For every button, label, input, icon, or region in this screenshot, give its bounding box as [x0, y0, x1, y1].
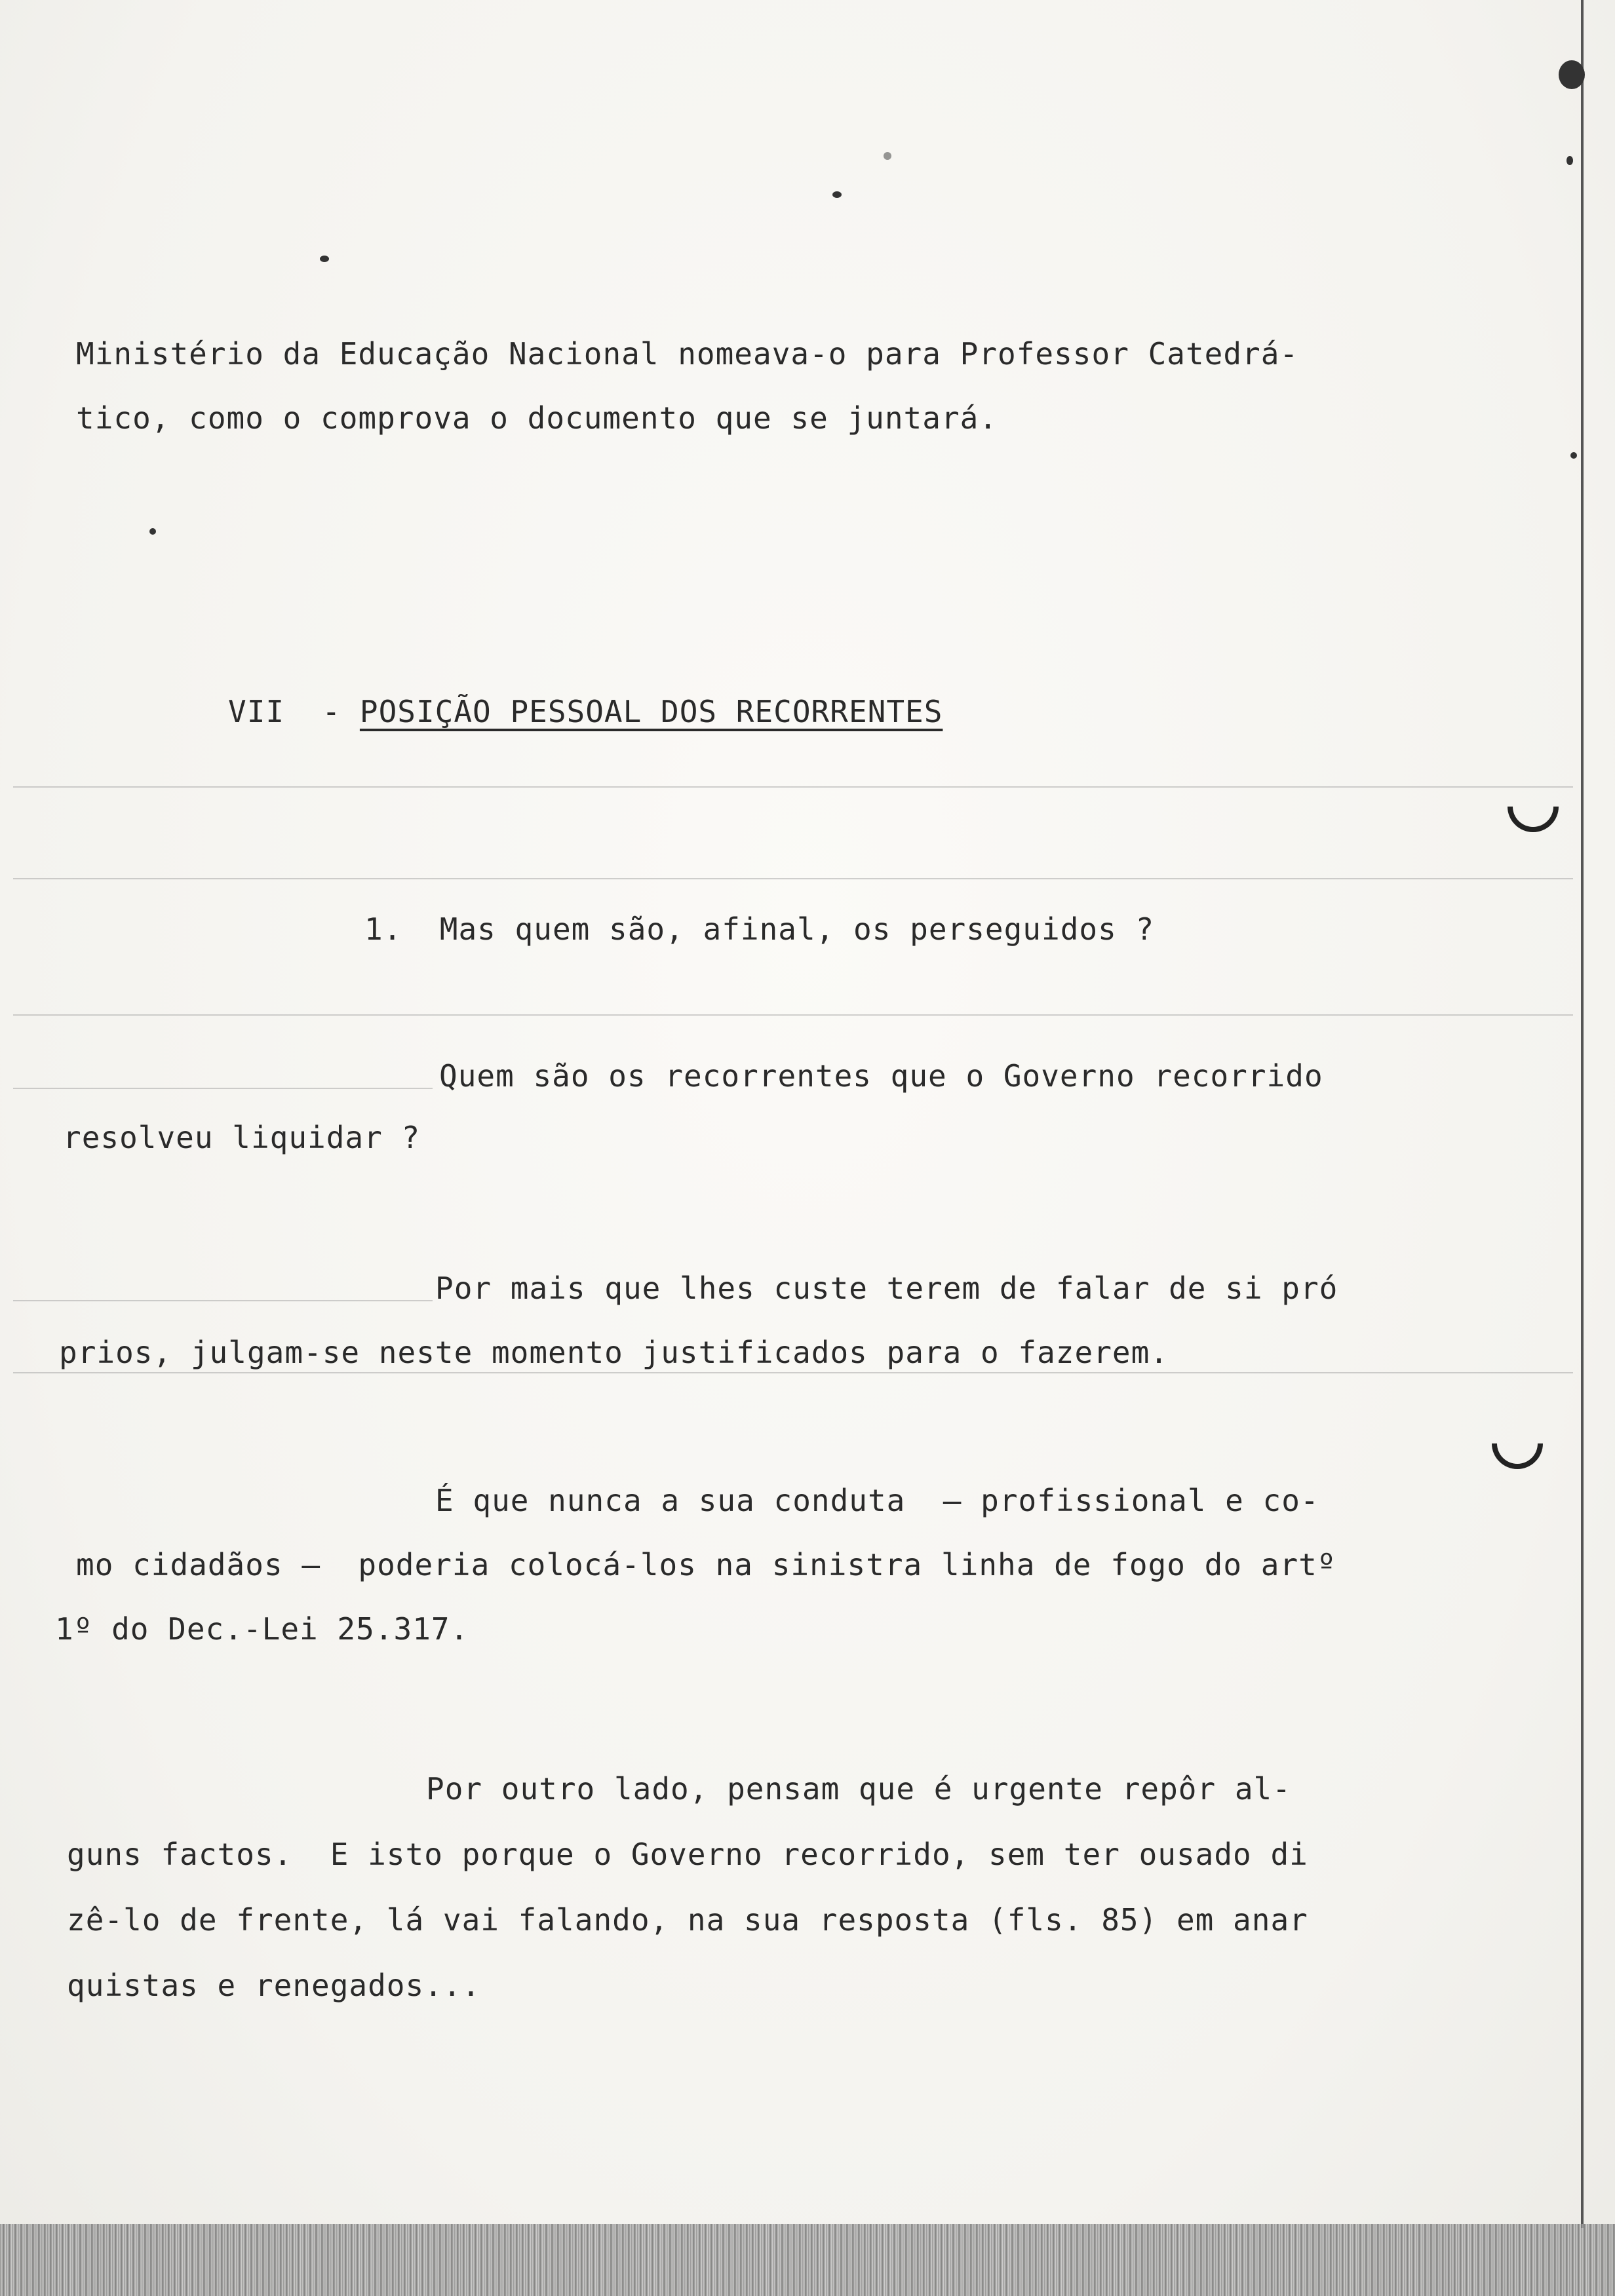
scan-bottom-edge — [0, 2224, 1615, 2296]
body-line: quistas e renegados... — [67, 1968, 481, 2003]
page-edge — [1581, 0, 1584, 2228]
speck-dot — [149, 528, 156, 535]
scan-noise-line — [13, 786, 1573, 788]
scan-noise-line — [13, 1014, 1573, 1016]
punch-hole-arc — [1497, 771, 1569, 843]
body-line: 1. Mas quem são, afinal, os perseguidos ? — [364, 911, 1155, 947]
body-line: prios, julgam-se neste momento justificados para o fazerem. — [59, 1335, 1169, 1370]
body-line: resolveu liquidar ? — [63, 1120, 421, 1155]
body-line: Por mais que lhes custe terem de falar de si pró — [435, 1271, 1338, 1306]
section-heading — [228, 692, 943, 731]
scan-noise-line — [13, 1372, 1573, 1373]
speck-dot — [832, 191, 842, 198]
body-line: 1º do Dec.-Lei 25.317. — [55, 1611, 469, 1647]
body-line: É que nunca a sua conduta – profissional e co- — [435, 1483, 1319, 1518]
punch-hole-arc — [1481, 1407, 1553, 1480]
heading-numeral: VII — [228, 694, 285, 729]
speck-dot — [320, 256, 329, 262]
heading-separator: - — [322, 694, 341, 729]
scan-noise-line — [13, 1088, 433, 1089]
body-line: zê-lo de frente, lá vai falando, na sua resposta (fls. 85) em anar — [67, 1902, 1308, 1938]
speck-dot — [1566, 156, 1573, 165]
punch-dot — [1559, 60, 1585, 89]
body-line: Quem são os recorrentes que o Governo recorrido — [439, 1058, 1323, 1094]
body-line: guns factos. E isto porque o Governo recorrido, sem ter ousado di — [67, 1837, 1308, 1872]
scan-noise-line — [13, 878, 1573, 879]
speck-dot — [1570, 452, 1577, 459]
scan-noise-line — [13, 1300, 433, 1301]
body-line: Por outro lado, pensam que é urgente repôr al- — [426, 1771, 1291, 1807]
body-line: tico, como o comprova o documento que se juntará. — [76, 400, 998, 436]
body-line: Ministério da Educação Nacional nomeava-o para Professor Catedrá- — [76, 336, 1299, 372]
speck-dot — [884, 152, 891, 160]
body-line: mo cidadãos – poderia colocá-los na sinistra linha de fogo do artº — [76, 1547, 1336, 1582]
heading-title: POSIÇÃO PESSOAL DOS RECORRENTES — [359, 694, 943, 729]
